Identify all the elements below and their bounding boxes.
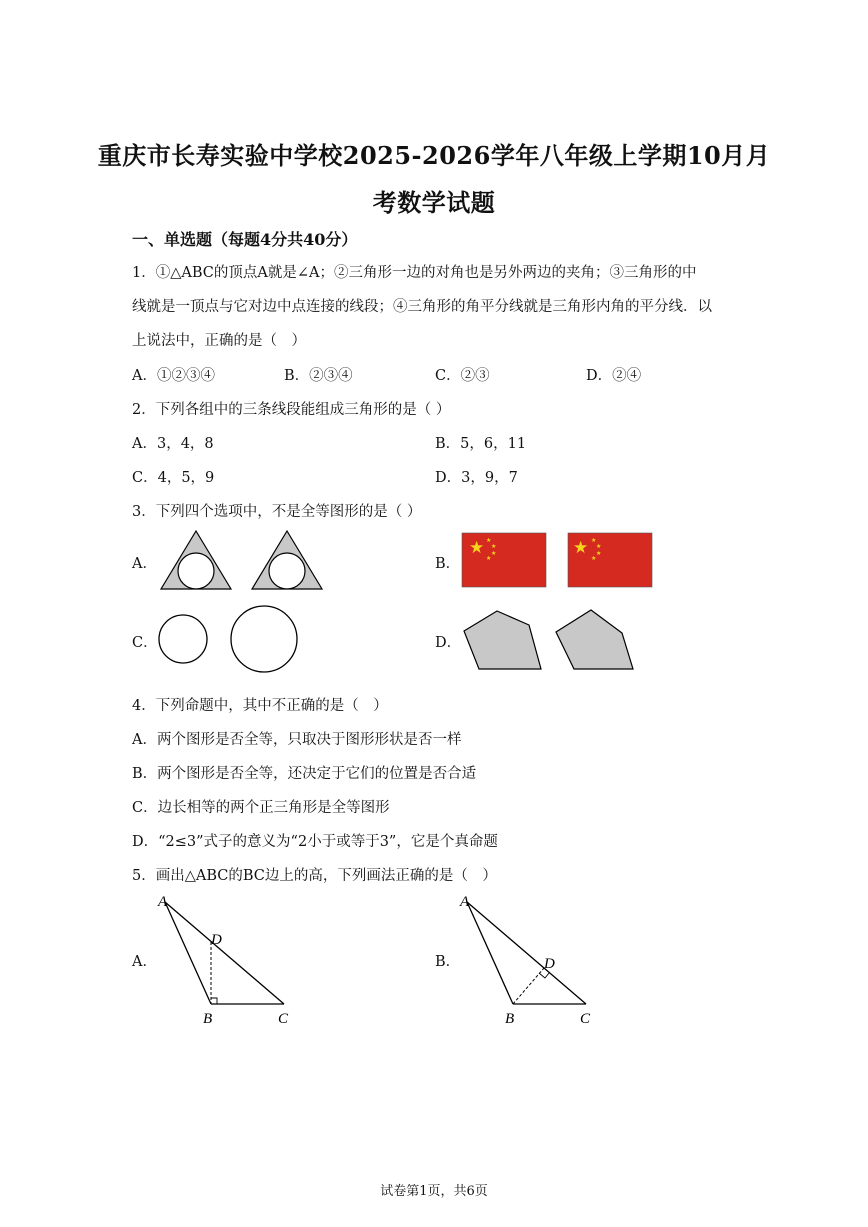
point-label-c: C: [580, 1011, 591, 1027]
question-2-option-b: B．5，6，11: [435, 436, 527, 452]
question-1-option-a: A．①②③④: [132, 368, 215, 384]
question-4-option-b: B．两个图形是否全等，还决定于它们的位置是否合适: [132, 766, 477, 782]
figure-pentagon-1: [462, 608, 544, 672]
figure-pentagon-2: [554, 608, 636, 672]
svg-text:★: ★: [469, 538, 485, 558]
page-footer: 试卷第1页，共6页: [380, 1184, 488, 1199]
figure-circle-small: [158, 614, 210, 666]
question-2-option-c: C．4，5，9: [132, 470, 215, 486]
question-3-label-d: D．: [435, 635, 462, 651]
figure-triangle-altitude-a: [150, 890, 300, 1025]
question-5-stem: 5．画出△ABC的BC边上的高，下列画法正确的是（ ）: [132, 868, 497, 884]
point-label-b: B: [505, 1011, 515, 1027]
page-title-line2: 考数学试题: [372, 188, 496, 217]
svg-text:★: ★: [573, 538, 589, 558]
svg-text:★: ★: [491, 550, 497, 557]
question-2-stem: 2．下列各组中的三条线段能组成三角形的是（ ）: [132, 402, 451, 418]
question-1-line3: 上说法中，正确的是（ ）: [132, 333, 306, 349]
point-label-d: D: [211, 932, 222, 948]
svg-text:★: ★: [491, 543, 497, 550]
svg-text:★: ★: [596, 543, 602, 550]
question-2-option-a: A．3，4，8: [132, 436, 214, 452]
question-3-stem: 3．下列四个选项中，不是全等图形的是（ ）: [132, 504, 422, 520]
point-label-b: B: [203, 1011, 213, 1027]
point-label-a: A: [460, 894, 470, 910]
svg-text:★: ★: [591, 537, 597, 544]
question-1-line1: 1．①△ABC的顶点A就是∠A；②三角形一边的对角也是另外两边的夹角；③三角形的中: [132, 265, 697, 281]
question-5-label-a: A．: [132, 954, 157, 970]
page-title-line1: 重庆市长寿实验中学校2025-2026学年八年级上学期10月月: [97, 141, 771, 170]
question-3-label-a: A．: [132, 556, 157, 572]
figure-triangle-altitude-b: [452, 890, 602, 1025]
svg-text:★: ★: [486, 555, 492, 562]
figure-flag-1: [462, 533, 546, 587]
question-1-line2: 线就是一顶点与它对边中点连接的线段；④三角形的角平分线就是三角形内角的平分线．以: [132, 299, 712, 315]
question-2-option-d: D．3，9，7: [435, 470, 518, 486]
figure-triangle-circle-2: [251, 530, 323, 592]
svg-text:★: ★: [591, 555, 597, 562]
question-1-option-c: C．②③: [435, 368, 490, 384]
question-1-option-b: B．②③④: [284, 368, 353, 384]
question-3-label-b: B．: [435, 556, 461, 572]
point-label-c: C: [278, 1011, 289, 1027]
question-4-option-c: C．边长相等的两个正三角形是全等图形: [132, 800, 390, 816]
question-4-option-a: A．两个图形是否全等，只取决于图形形状是否一样: [132, 732, 462, 748]
svg-text:★: ★: [596, 550, 602, 557]
question-1-option-d: D．②④: [586, 368, 642, 384]
question-5-label-b: B．: [435, 954, 461, 970]
point-label-a: A: [158, 894, 168, 910]
question-3-label-c: C．: [132, 635, 158, 651]
figure-flag-2: [568, 533, 652, 587]
figure-triangle-circle-1: [160, 530, 232, 592]
section-heading: 一、单选题（每题4分共40分）: [132, 230, 358, 249]
svg-text:★: ★: [486, 537, 492, 544]
question-4-stem: 4．下列命题中，其中不正确的是（ ）: [132, 698, 388, 714]
figure-circle-large: [230, 605, 300, 675]
point-label-d: D: [544, 956, 555, 972]
question-4-option-d: D．“2≤3”式子的意义为“2小于或等于3”，它是个真命题: [132, 834, 498, 850]
